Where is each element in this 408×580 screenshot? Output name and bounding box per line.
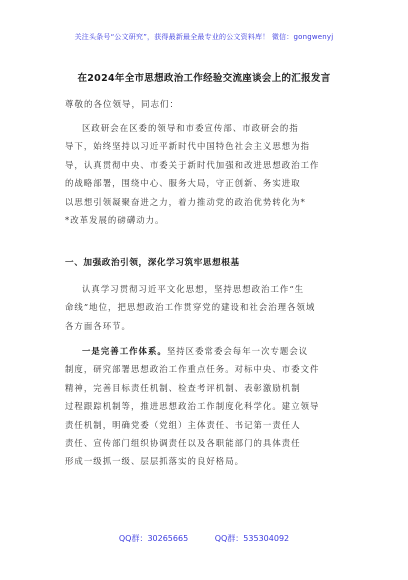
footer — [0, 533, 408, 544]
point1-line: 制度，研究部署思想政治工作重点任务。对标中央、市委文件 — [65, 364, 320, 375]
section1-line: 各方面各环节。 — [65, 320, 131, 331]
intro-line: *改革发展的磅礴动力。 — [65, 215, 165, 226]
intro-line: 导，认真贯彻中央、市委关于新时代加强和改进思想政治工作 — [65, 159, 320, 170]
intro-paragraph — [65, 119, 347, 229]
section1-paragraph — [65, 280, 347, 335]
document-title: 在2024年全市思想政治工作经验交流座谈会上的汇报发言 — [77, 73, 331, 84]
top-banner: 关注头条号“公文研究”，获得最新最全最专业的公文资料库！ 微信：gongwenyj — [74, 33, 334, 41]
point1-first-line — [65, 342, 347, 360]
point1-line: 责任机制，明确党委（党组）主体责任、书记第一责任人 — [65, 419, 301, 430]
point1-first-rest: 坚持区委常委会每年一次专题会议 — [166, 346, 309, 356]
footer-qq-group-2: QQ群：535304092 — [214, 534, 290, 543]
section-heading-1: 一、加强政治引领，深化学习筑牢思想根基 — [65, 258, 240, 268]
point1-line: 精神，完善目标责任机制、检查考评机制、表彰激励机制 — [65, 382, 301, 393]
section1-line: 认真学习贯彻习近平文化思想，坚持思想政治工作“生 — [82, 284, 305, 294]
footer-qq-group-1: QQ群：30265665 — [118, 534, 189, 543]
point1-line: 责任、宣传部门组织协调责任以及各职能部门的具体责任 — [65, 438, 301, 449]
greeting: 尊敬的各位领导，同志们： — [65, 100, 180, 110]
intro-line: 区政研会在区委的领导和市委宣传部、市政研会的指 — [82, 123, 299, 133]
point1-paragraph — [65, 342, 347, 471]
intro-line: 以思想引领凝聚奋进之力，着力推动党的政治优势转化为* — [65, 196, 306, 207]
point1-lead: 一是完善工作体系。 — [82, 346, 167, 356]
point1-line: 过程跟踪机制等，推进思想政治工作制度化科学化。建立领导 — [65, 401, 320, 412]
section1-line: 命线”地位，把思想政治工作贯穿党的建设和社会治理各领域 — [65, 302, 316, 313]
intro-line: 的战略部署，围绕中心、服务大局，守正创新、务实进取 — [65, 178, 301, 189]
point1-line: 形成一级抓一级、层层抓落实的良好格局。 — [65, 456, 245, 467]
intro-line: 导下，始终坚持以习近平新时代中国特色社会主义思想为指 — [65, 141, 311, 152]
